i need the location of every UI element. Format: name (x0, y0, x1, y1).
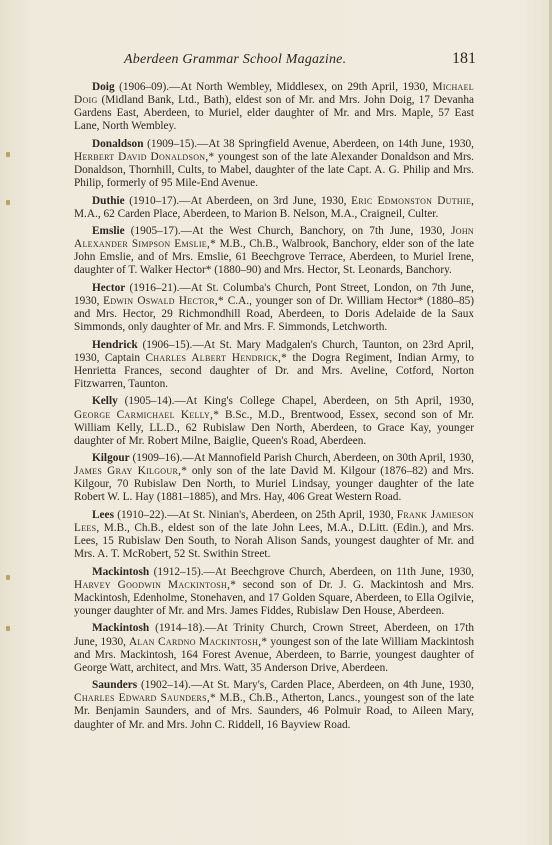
entry-surname: Hector (92, 281, 126, 294)
notice-entry (74, 282, 474, 334)
notice-entry (74, 81, 474, 133)
binding-mark (6, 575, 10, 580)
binding-mark (6, 200, 10, 205)
entry-full-name: Herbert David Donaldson,* (74, 150, 215, 163)
entry-text: youngest son of the late William Mackintosh and Mrs. Mackintosh, 164 Forest Avenue, Aberdeen, to Barrie, youngest daughter of George Watt, architect, and Mrs. Watt, 35 Anderson Drive, Aberdeen. (74, 635, 474, 674)
entry-surname: Donaldson (92, 137, 144, 150)
entry-text: (1902–14).—At St. Mary's, Carden Place, Aberdeen, on 4th June, 1930, (137, 679, 474, 692)
notice-entry (74, 395, 474, 447)
entry-text: youngest son of the late Alexander Donaldson and Mrs. Donaldson, Thornhill, Cults, to Mabel, daughter of the late Capt. A. G. Philip and Mrs. Philip, formerly of 95 Mile-End Avenue. (74, 150, 474, 190)
entry-text: (1906–15).—At St. Mary Madgalen's Church, Taunton, on 23rd April, 1930, Captain (74, 338, 474, 364)
entry-text: , M.A., 62 Carden Place, Aberdeen, to Marion B. Nelson, M.A., Craigneil, Culter. (74, 194, 474, 220)
notice-entry (74, 225, 474, 277)
entry-text: (1910–22).—At St. Ninian's, Aberdeen, on 25th April, 1930, (113, 508, 397, 521)
entry-text: (1906–09).—At North Wembley, Middlesex, on 29th April, 1930, (114, 81, 433, 93)
entry-text: (1909–15).—At 38 Springfield Avenue, Aberdeen, on 14th June, 1930, (143, 137, 474, 150)
entry-full-name: Charles Edward Saunders,* (74, 692, 216, 705)
entry-full-name: Edwin Oswald Hector,* (103, 294, 224, 307)
entry-text: (1905–17).—At the West Church, Banchory, on 7th June, 1930, (124, 225, 452, 238)
entry-text: only son of the late David M. Kilgour (1876–82) and Mrs. Kilgour, 70 Rubislaw Den North, to Muriel Lindsay, younger daughter of the late Robert W. L. Hay (1881–1885), and Mrs. Hay, 406 Great Western Road. (74, 465, 474, 504)
entry-full-name: George Carmichael Kelly,* (74, 408, 220, 421)
entry-full-name: Harvey Goodwin Mackintosh,* (74, 578, 237, 591)
marriage-notices (74, 81, 474, 736)
entry-text: C.A., younger son of Dr. William Hector* (1880–85) and Mrs. Hector, 29 Richmondhill Road, Aberdeen, to Doris Adelaide de la Saux Simmonds, only daughter of Mr. and Mrs. F. Simmonds, Letchworth. (74, 294, 475, 334)
entry-text: (1912–15).—At Beechgrove Church, Aberdeen, on 11th June, 1930, (149, 565, 474, 578)
notice-entry (74, 679, 474, 731)
entry-text: (1914–18).—At Trinity Church, Crown Street, Aberdeen, on 17th June, 1930, (74, 622, 474, 648)
entry-text: B.Sc., M.D., Brentwood, Essex, second son of Mr. William Kelly, LL.D., 62 Rubislaw Den North, Aberdeen, to Grace Kay, younger daughter of Mr. Robert Milne, Baiglie, Queen's Road, Aberdeen. (74, 408, 475, 447)
running-header (74, 52, 474, 72)
entry-full-name: Eric Edmonston Duthie (351, 194, 472, 207)
entry-surname: Mackintosh (92, 622, 150, 635)
notice-entry (74, 138, 474, 190)
entry-full-name: Michael Doig (74, 81, 474, 107)
entry-surname: Emslie (92, 225, 125, 238)
entry-surname: Kelly (92, 395, 118, 408)
magazine-title: Aberdeen Grammar School Magazine. (124, 52, 347, 67)
entry-text: second son of Dr. J. G. Mackintosh and Mrs. Mackintosh, Edenholme, Stonehaven, and 17 Golden Square, Aberdeen, to Ella Ogilvie, younger daughter of Mr. and Mrs. James Fiddes, Rubislaw Den House, Aberdeen. (74, 578, 474, 617)
entry-full-name: John Alexander Simpson Emslie,* (74, 225, 474, 251)
page-number: 181 (452, 50, 476, 67)
entry-text: (1916–21).—At St. Columba's Church, Pont Street, London, on 7th June, 1930, (74, 281, 474, 307)
entry-surname: Kilgour (92, 452, 130, 465)
notice-entry (74, 339, 474, 391)
entry-text: (1909–16).—At Mannofield Parish Church, Aberdeen, on 30th April, 1930, (129, 452, 474, 465)
entry-text: (Midland Bank, Ltd., Bath), eldest son of Mr. and Mrs. John Doig, 17 Devanha Gardens East, Aberdeen, to Muriel, elder daughter of Mr. and Mrs. Maple, 57 East Lane, North Wembley. (74, 94, 474, 133)
entry-full-name: Alan Cardno Mackintosh,* (128, 635, 268, 648)
notice-entry (74, 622, 474, 674)
entry-text: M.B., Ch.B., Walbrook, Banchory, elder son of the late John Emslie, and of Mrs. Emslie, 61 Beechgrove Terrace, Aberdeen, to Muriel Irene, daughter of T. Walker Hector* (1880–90) and Mrs. Hector, St. Leonards, Banchory. (74, 238, 474, 277)
entry-text: (1910–17).—At Aberdeen, on 3rd June, 1930, (124, 194, 352, 207)
notice-entry (74, 195, 474, 221)
entry-surname: Saunders (92, 679, 138, 692)
entry-surname: Doig (92, 81, 115, 93)
entry-text: , M.B., Ch.B., eldest son of the late John Lees, M.A., D.Litt. (Edin.), and Mrs. Lees, 15 Rubislaw Den South, to Norah Alison Sands, youngest daughter of Mr. and Mrs. A. T. McRobert, 52 St. Swithin Street. (74, 522, 474, 561)
entry-surname: Hendrick (92, 338, 138, 351)
entry-full-name: James Gray Kilgour,* (74, 465, 188, 478)
entry-full-name: Frank Jamieson Lees (74, 508, 474, 535)
entry-text: M.B., Ch.B., Atherton, Lancs., youngest son of the late Mr. Benjamin Saunders, and of Mrs. Saunders, 46 Polmuir Road, to Aileen Mary, daughter of Mr. and Mrs. John C. Riddell, 16 Bayview Road. (74, 692, 474, 731)
entry-surname: Lees (92, 508, 114, 521)
entry-text: (1905–14).—At King's College Chapel, Aberdeen, on 5th April, 1930, (117, 395, 474, 408)
entry-surname: Mackintosh (92, 565, 150, 578)
notice-entry (74, 509, 474, 561)
entry-surname: Duthie (92, 194, 125, 207)
binding-mark (6, 626, 10, 631)
entry-text: the Dogra Regiment, Indian Army, to Henrietta Frances, second daughter of Dr. and Mrs. Aveline, Cotford, Norton Fitzwarren, Taunton. (74, 351, 474, 390)
entry-full-name: Charles Albert Hendrick,* (145, 351, 288, 364)
notice-entry (74, 566, 474, 618)
notice-entry (74, 452, 474, 504)
binding-mark (6, 152, 10, 157)
